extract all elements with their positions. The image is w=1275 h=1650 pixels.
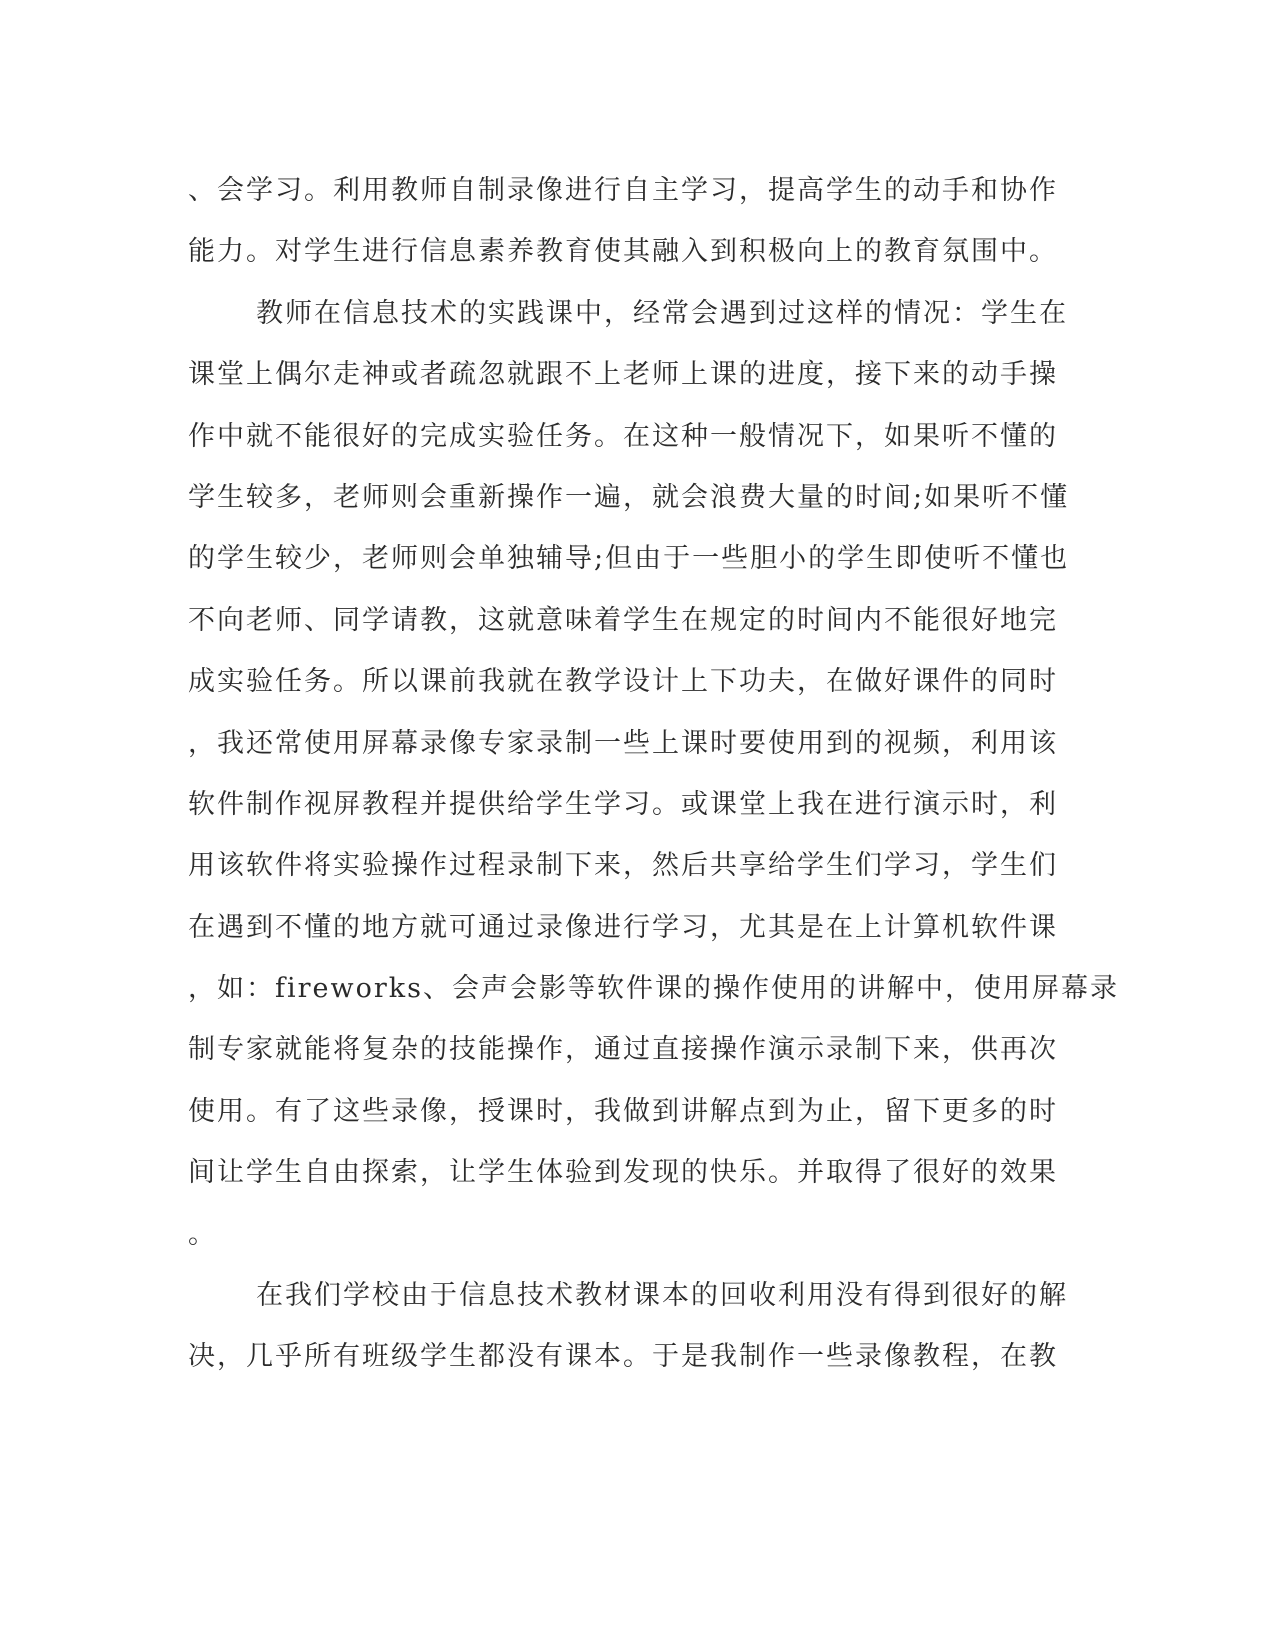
- text-line: 学生较多，老师则会重新操作一遍，就会浪费大量的时间;如果听不懂: [188, 481, 1070, 513]
- body-text: [188, 160, 1120, 1388]
- text-line: 的学生较少，老师则会单独辅导;但由于一些胆小的学生即使听不懂也: [188, 543, 1070, 575]
- text-line: 。: [188, 1218, 217, 1250]
- text-line: 作中就不能很好的完成实验任务。在这种一般情况下，如果听不懂的: [188, 420, 1058, 452]
- text-line: 能力。对学生进行信息素养教育使其融入到积极向上的教育氛围中。: [188, 236, 1058, 268]
- text-line: 教师在信息技术的实践课中，经常会遇到过这样的情况：学生在: [256, 297, 1068, 329]
- text-line: 在我们学校由于信息技术教材课本的回收利用没有得到很好的解: [256, 1280, 1068, 1312]
- text-line: 在遇到不懂的地方就可通过录像进行学习，尤其是在上计算机软件课: [188, 911, 1058, 943]
- text-line: 制专家就能将复杂的技能操作，通过直接操作演示录制下来，供再次: [188, 1034, 1058, 1066]
- text-line: 决，几乎所有班级学生都没有课本。于是我制作一些录像教程，在教: [188, 1341, 1058, 1373]
- text-line: 成实验任务。所以课前我就在教学设计上下功夫，在做好课件的同时: [188, 666, 1058, 698]
- text-line: ，如：fireworks、会声会影等软件课的操作使用的讲解中，使用屏幕录: [188, 973, 1120, 1005]
- text-line: 使用。有了这些录像，授课时，我做到讲解点到为止，留下更多的时: [188, 1095, 1058, 1127]
- text-line: 不向老师、同学请教，这就意味着学生在规定的时间内不能很好地完: [188, 604, 1058, 636]
- text-line: 间让学生自由探索，让学生体验到发现的快乐。并取得了很好的效果: [188, 1157, 1058, 1189]
- text-line: 课堂上偶尔走神或者疏忽就跟不上老师上课的进度，接下来的动手操: [188, 359, 1058, 391]
- text-line: 软件制作视屏教程并提供给学生学习。或课堂上我在进行演示时，利: [188, 788, 1058, 820]
- text-line: 用该软件将实验操作过程录制下来，然后共享给学生们学习，学生们: [188, 850, 1058, 882]
- text-line: 、会学习。利用教师自制录像进行自主学习，提高学生的动手和协作: [188, 175, 1058, 206]
- text-line: ，我还常使用屏幕录像专家录制一些上课时要使用到的视频，利用该: [188, 727, 1058, 759]
